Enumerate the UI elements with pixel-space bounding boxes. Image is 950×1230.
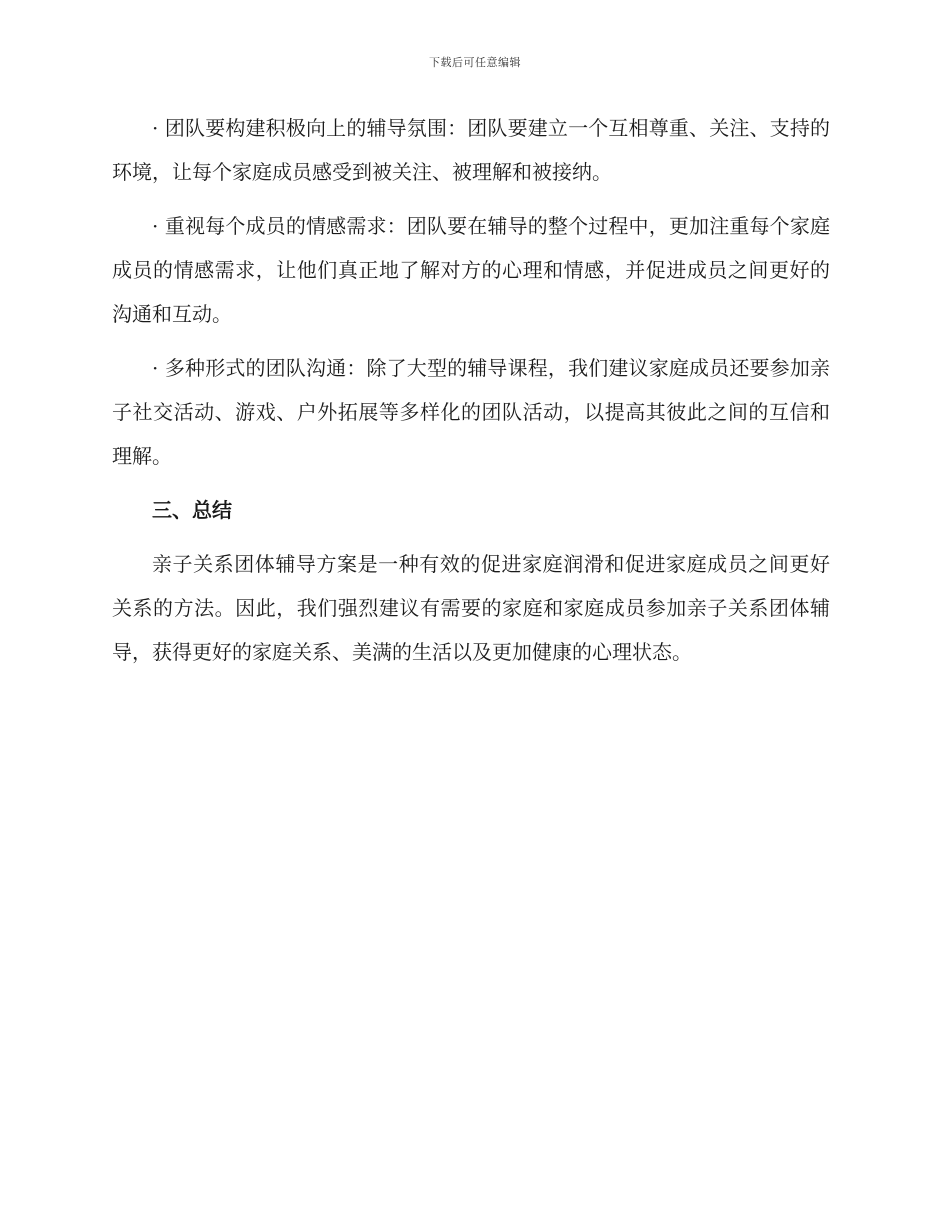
- bullet-paragraph-atmosphere: · 团队要构建积极向上的辅导氛围：团队要建立一个互相尊重、关注、支持的环境，让每个家庭成员感受到被关注、被理解和被接纳。: [112, 116, 830, 184]
- bullet-paragraph-team-communication: · 多种形式的团队沟通：除了大型的辅导课程，我们建议家庭成员还要参加亲子社交活动、游戏、户外拓展等多样化的团队活动，以提高其彼此之间的互信和理解。: [112, 356, 830, 468]
- document-body: [112, 106, 830, 684]
- summary-paragraph: 亲子关系团体辅导方案是一种有效的促进家庭润滑和促进家庭成员之间更好关系的方法。因此，我们强烈建议有需要的家庭和家庭成员参加亲子关系团体辅导，获得更好的家庭关系、美满的生活以及更加健康的心理状态。: [112, 552, 830, 664]
- section-heading-summary: 三、总结: [152, 498, 232, 522]
- bullet-paragraph-emotional-needs: · 重视每个成员的情感需求：团队要在辅导的整个过程中，更加注重每个家庭成员的情感需求，让他们真正地了解对方的心理和情感，并促进成员之间更好的沟通和互动。: [112, 214, 830, 326]
- page-header: 下载后可任意编辑: [429, 56, 521, 69]
